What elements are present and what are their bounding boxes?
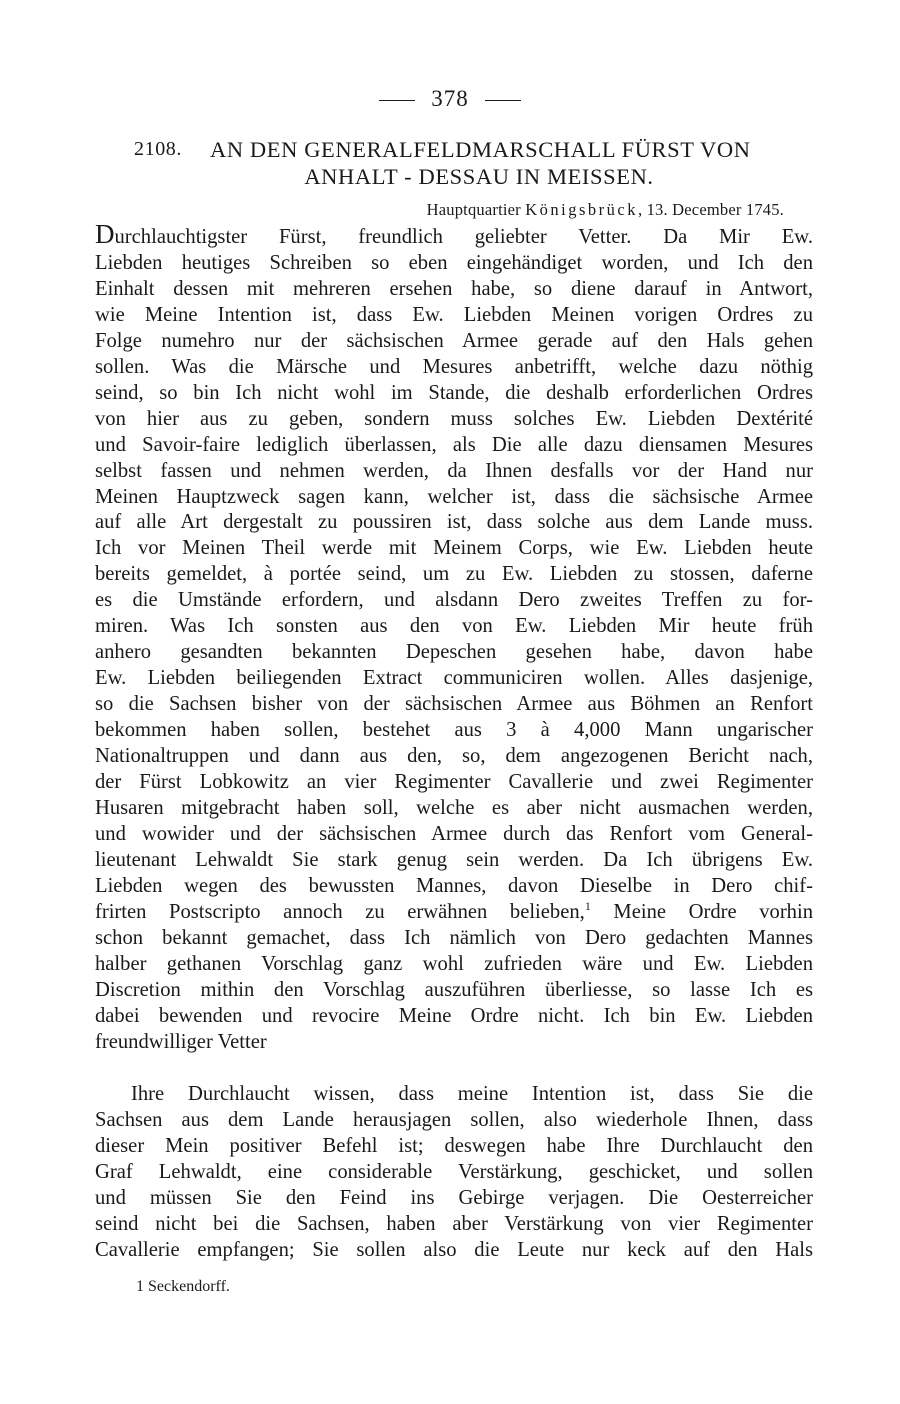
postscript-line: Ihre Durchlaucht wissen, dass meine Intention ist, dass Sie die	[131, 1083, 813, 1105]
letter-line: anhero gesandten bekannten Depeschen gesehen habe, davon habe	[95, 641, 813, 664]
letter-line: Einhalt dessen mit mehreren ersehen habe, so diene darauf in Antwort,	[95, 277, 813, 300]
letter-line: dabei bewenden und revocire Meine Ordre nicht. Ich bin Ew. Liebden	[95, 1004, 813, 1027]
letter-line: lieutenant Lehwaldt Sie stark genug sein werden. Da Ich übrigens Ew.	[95, 848, 813, 871]
footnote-reference: 1	[584, 898, 591, 913]
letter-line: der Fürst Lobkowitz an vier Regimenter Cavallerie und zwei Regimenter	[95, 771, 813, 794]
heading-line-2: ANHALT - DESSAU IN MEISSEN.	[304, 164, 654, 189]
letter-line: Husaren mitgebracht haben soll, welche es aber nicht ausmachen werden,	[95, 796, 813, 819]
page-number-dash-right	[485, 100, 521, 101]
letter-body	[95, 219, 813, 1056]
footnote-text: Seckendorff.	[148, 1278, 230, 1295]
letter-line: frirten Postscripto annoch zu erwähnen belieben,$^1$ Meine Ordre vorhin	[95, 898, 813, 923]
letter-number: 2108.	[134, 138, 182, 160]
letter-line: sollen. Was die Märsche und Mesures anbetrifft, welche dazu nöthig	[95, 355, 813, 378]
page-number	[0, 86, 900, 112]
dateline-place: Königsbrück	[525, 200, 638, 219]
letter-line: Folge numehro nur der sächsischen Armee gerade auf den Hals gehen	[95, 329, 813, 352]
letter-line: auf alle Art dergestalt zu poussiren ist, dass solche aus dem Lande muss.	[95, 511, 813, 534]
letter-line: bereits gemeldet, à portée seind, um zu Ew. Liebden zu stossen, daferne	[95, 563, 813, 586]
letter-line: und Savoir-faire lediglich überlassen, als Die alle dazu diensamen Mesures	[95, 433, 813, 456]
letter-line: Ich vor Meinen Theil werde mit Meinem Corps, wie Ew. Liebden heute	[95, 537, 813, 560]
letter-line: und wowider und der sächsischen Armee durch das Renfort vom General-	[95, 822, 813, 845]
letter-line: Ew. Liebden beiliegenden Extract communiciren wollen. Alles dasjenige,	[95, 667, 813, 690]
dateline-suffix: , 13. December 1745.	[637, 200, 784, 219]
dropcap: D	[95, 219, 115, 249]
page-number-dash-left	[379, 100, 415, 101]
postscript-line: Cavallerie empfangen; Sie sollen also die Leute nur keck auf den Hals	[95, 1238, 813, 1261]
postscript-line: dieser Mein positiver Befehl ist; deswegen habe Ihre Durchlaucht den	[95, 1134, 813, 1157]
letter-line: selbst fassen und nehmen werden, da Ihnen desfalls vor der Hand nur	[95, 459, 813, 482]
letter-line: schon bekannt gemachet, dass Ich nämlich von Dero gedachten Mannes	[95, 926, 813, 949]
letter-line: so die Sachsen bisher von der sächsischen Armee aus Böhmen an Renfort	[95, 693, 813, 716]
letter-heading	[134, 136, 794, 190]
letter-line: Nationaltruppen und dann aus den, so, dem angezogenen Bericht nach,	[95, 745, 813, 768]
letter-line: bekommen haben sollen, bestehet aus 3 à 4,000 Mann ungarischer	[95, 719, 813, 742]
footnote	[136, 1278, 230, 1296]
postscript-line: Sachsen aus dem Lande herausjagen sollen, also wiederhole Ihnen, dass	[95, 1108, 813, 1131]
letter-line: Liebden heutiges Schreiben so eben eingehändiget worden, und Ich den	[95, 251, 813, 274]
postscript-line: Graf Lehwaldt, eine considerable Verstärkung, geschicket, und sollen	[95, 1160, 813, 1183]
letter-line: Liebden wegen des bewussten Mannes, davon Dieselbe in Dero chif-	[95, 874, 813, 897]
letter-line: von hier aus zu geben, sondern muss solches Ew. Liebden Dextérité	[95, 407, 813, 430]
heading-line-1: AN DEN GENERALFELDMARSCHALL FÜRST VON	[210, 137, 751, 162]
letter-line: Durchlauchtigster Fürst, freundlich geliebter Vetter. Da Mir Ew.	[95, 219, 813, 249]
letter-closing: freundwilliger Vetter	[95, 1030, 267, 1053]
letter-line: halber gethanen Vorschlag ganz wohl zufrieden wäre und Ew. Liebden	[95, 952, 813, 975]
footnote-marker: 1	[136, 1278, 144, 1295]
letter-line: Discretion mithin den Vorschlag auszuführen überliesse, so lasse Ich es	[95, 978, 813, 1001]
letter-line: miren. Was Ich sonsten aus den von Ew. Liebden Mir heute früh	[95, 615, 813, 638]
letter-line: seind, so bin Ich nicht wohl im Stande, die deshalb erforderlichen Ordres	[95, 381, 813, 404]
postscript-line: seind nicht bei die Sachsen, haben aber Verstärkung von vier Regimenter	[95, 1212, 813, 1235]
postscript-body	[95, 1082, 813, 1264]
postscript-line: und müssen Sie den Feind ins Gebirge verjagen. Die Oesterreicher	[95, 1186, 813, 1209]
letter-line: wie Meine Intention ist, dass Ew. Liebden Meinen vorigen Ordres zu	[95, 303, 813, 326]
dateline-prefix: Hauptquartier	[426, 200, 526, 219]
letter-line: Meinen Hauptzweck sagen kann, welcher ist, dass die sächsische Armee	[95, 485, 813, 508]
page-number-value: 378	[431, 86, 469, 111]
dateline	[0, 200, 784, 220]
letter-line: es die Umstände erfordern, und alsdann Dero zweites Treffen zu for-	[95, 589, 813, 612]
